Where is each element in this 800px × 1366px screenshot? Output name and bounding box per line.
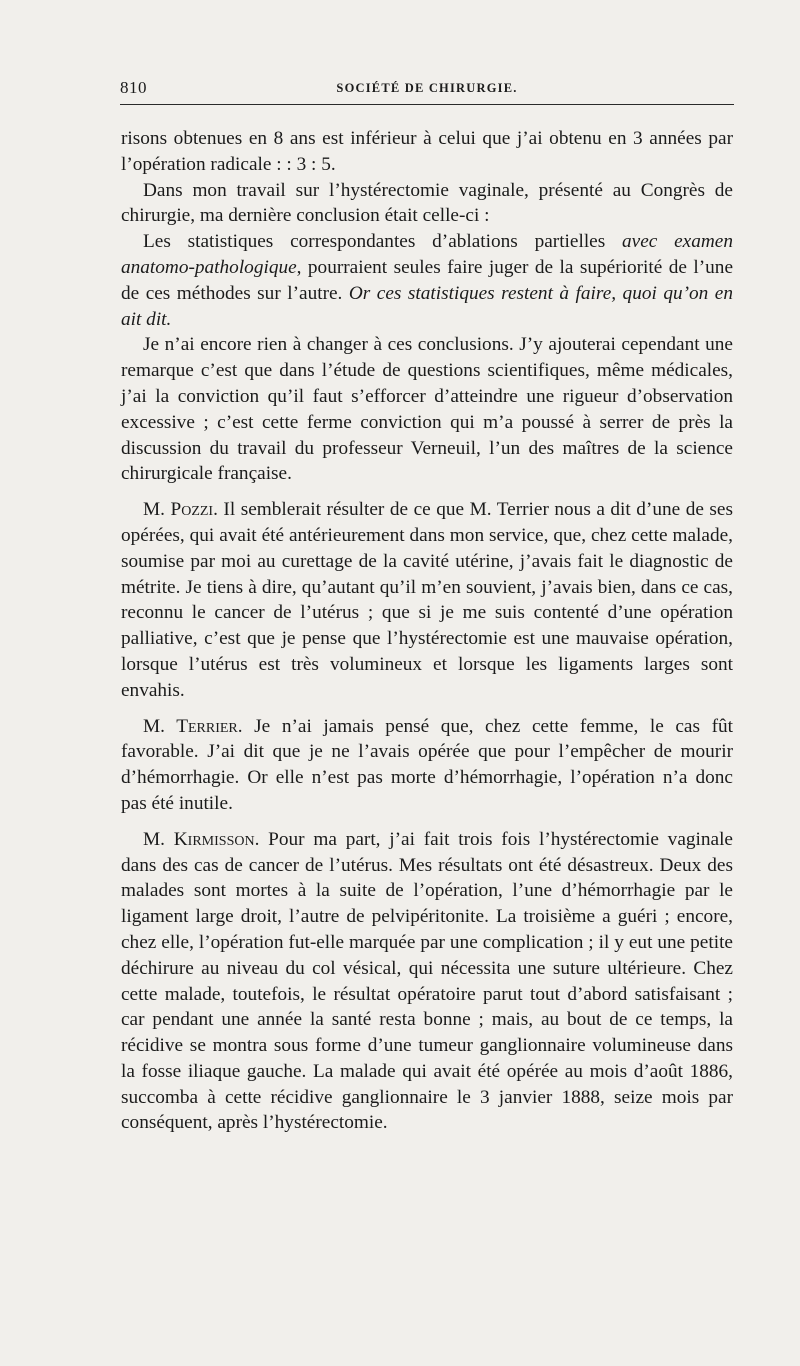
running-title: SOCIÉTÉ DE CHIRURGIE. <box>336 81 518 95</box>
paragraph-continuation <box>121 126 733 178</box>
paragraph-terrier <box>121 714 733 817</box>
paragraph-text: Dans mon travail sur l’hystérectomie vaginale, présenté au Congrès de chirurgie, ma dernière conclusion était celle-ci : <box>121 179 733 227</box>
speaker-name: M. Kirmisson. <box>143 828 260 850</box>
body-text <box>121 126 733 1136</box>
paragraph-kirmisson <box>121 827 733 1137</box>
paragraph-text: Je n’ai jamais pensé que, chez cette femme, le cas fût favorable. J’ai dit que je ne l’avais opérée que pour l’empêcher de mourir d’hémorrhagie. Or elle n’est pas morte d’hémorrhagie, l’opération n’a donc pas été inutile. <box>121 715 733 814</box>
paragraph-text: Les statistiques correspondantes d’ablations partielles <box>143 231 623 253</box>
paragraph-text: , pourraient seules faire juger de la supériorité de l’une de ces méthodes sur l’autre. <box>121 256 733 304</box>
paragraph-text: Je n’ai encore rien à changer à ces conclusions. J’y ajouterai cependant une remarque c’est que dans l’étude de questions scientifiques, même médicales, j’ai la conviction qu’il faut s’efforcer d’atteindre une rigueur d’observation excessive ; c’est cette ferme conviction qui m’a poussé à serrer de près la discussion du travail du professeur Verneuil, l’un des maîtres de la science chirurgicale française. <box>121 334 733 485</box>
header-rule <box>120 104 734 105</box>
paragraph-text: Il semblerait résulter de ce que M. Terrier nous a dit d’une de ses opérées, qui avait été antérieurement dans mon service, que, chez cette malade, soumise par moi au curettage de la cavité utérine, j’avais fait le diagnostic de métrite. Je tiens à dire, qu’autant qu’il m’en souvient, j’avais bien, dans ce cas, reconnu le cancer de l’utérus ; que si je me suis contenté d’une opération palliative, c’est que je pense que l’hystérectomie est une mauvaise opération, lorsque l’utérus est très volumineux et lorsque les ligaments larges sont envahis. <box>121 499 733 701</box>
speaker-name: M. Pozzi. <box>143 499 218 521</box>
paragraph-travail <box>121 178 733 230</box>
paragraph-text: Pour ma part, j’ai fait trois fois l’hystérectomie vaginale dans des cas de cancer de l’utérus. Mes résultats ont été désastreux. Deux des malades sont mortes à la suite de l’opération, l’une d’hémorrhagie par le ligament large droit, l’autre de pelvipéritonite. La troisième a guéri ; encore, chez elle, l’opération fut-elle marquée par une complication ; il y eut une petite déchirure au niveau du col vésical, qui nécessita une suture ultérieure. Chez cette malade, toutefois, le résultat opératoire parut tout d’abord satisfaisant ; car pendant une année la santé resta bonne ; mais, au bout de ce temps, la récidive se montra sous forme d’une tumeur ganglionnaire volumineuse dans la fosse iliaque gauche. La malade qui avait été opérée au mois d’août 1886, succomba à cette récidive ganglionnaire le 3 janvier 1888, seize mois par conséquent, après l’hystérectomie. <box>121 828 733 1134</box>
page-number: 810 <box>120 78 147 97</box>
italic-text: avec examen anatomo-pathologique <box>121 231 733 278</box>
speaker-name: M. Terrier. <box>143 715 243 737</box>
page-header <box>120 78 734 100</box>
paragraph-conclusion-quote <box>121 229 733 332</box>
italic-text: Or ces statistiques restent à faire, quoi qu’on en ait dit. <box>121 282 733 330</box>
paragraph-remarque <box>121 332 733 487</box>
paragraph-pozzi <box>121 497 733 703</box>
paragraph-text: risons obtenues en 8 ans est inférieur à celui que j’ai obtenu en 3 années par l’opération radicale : : 3 : 5. <box>121 128 733 175</box>
